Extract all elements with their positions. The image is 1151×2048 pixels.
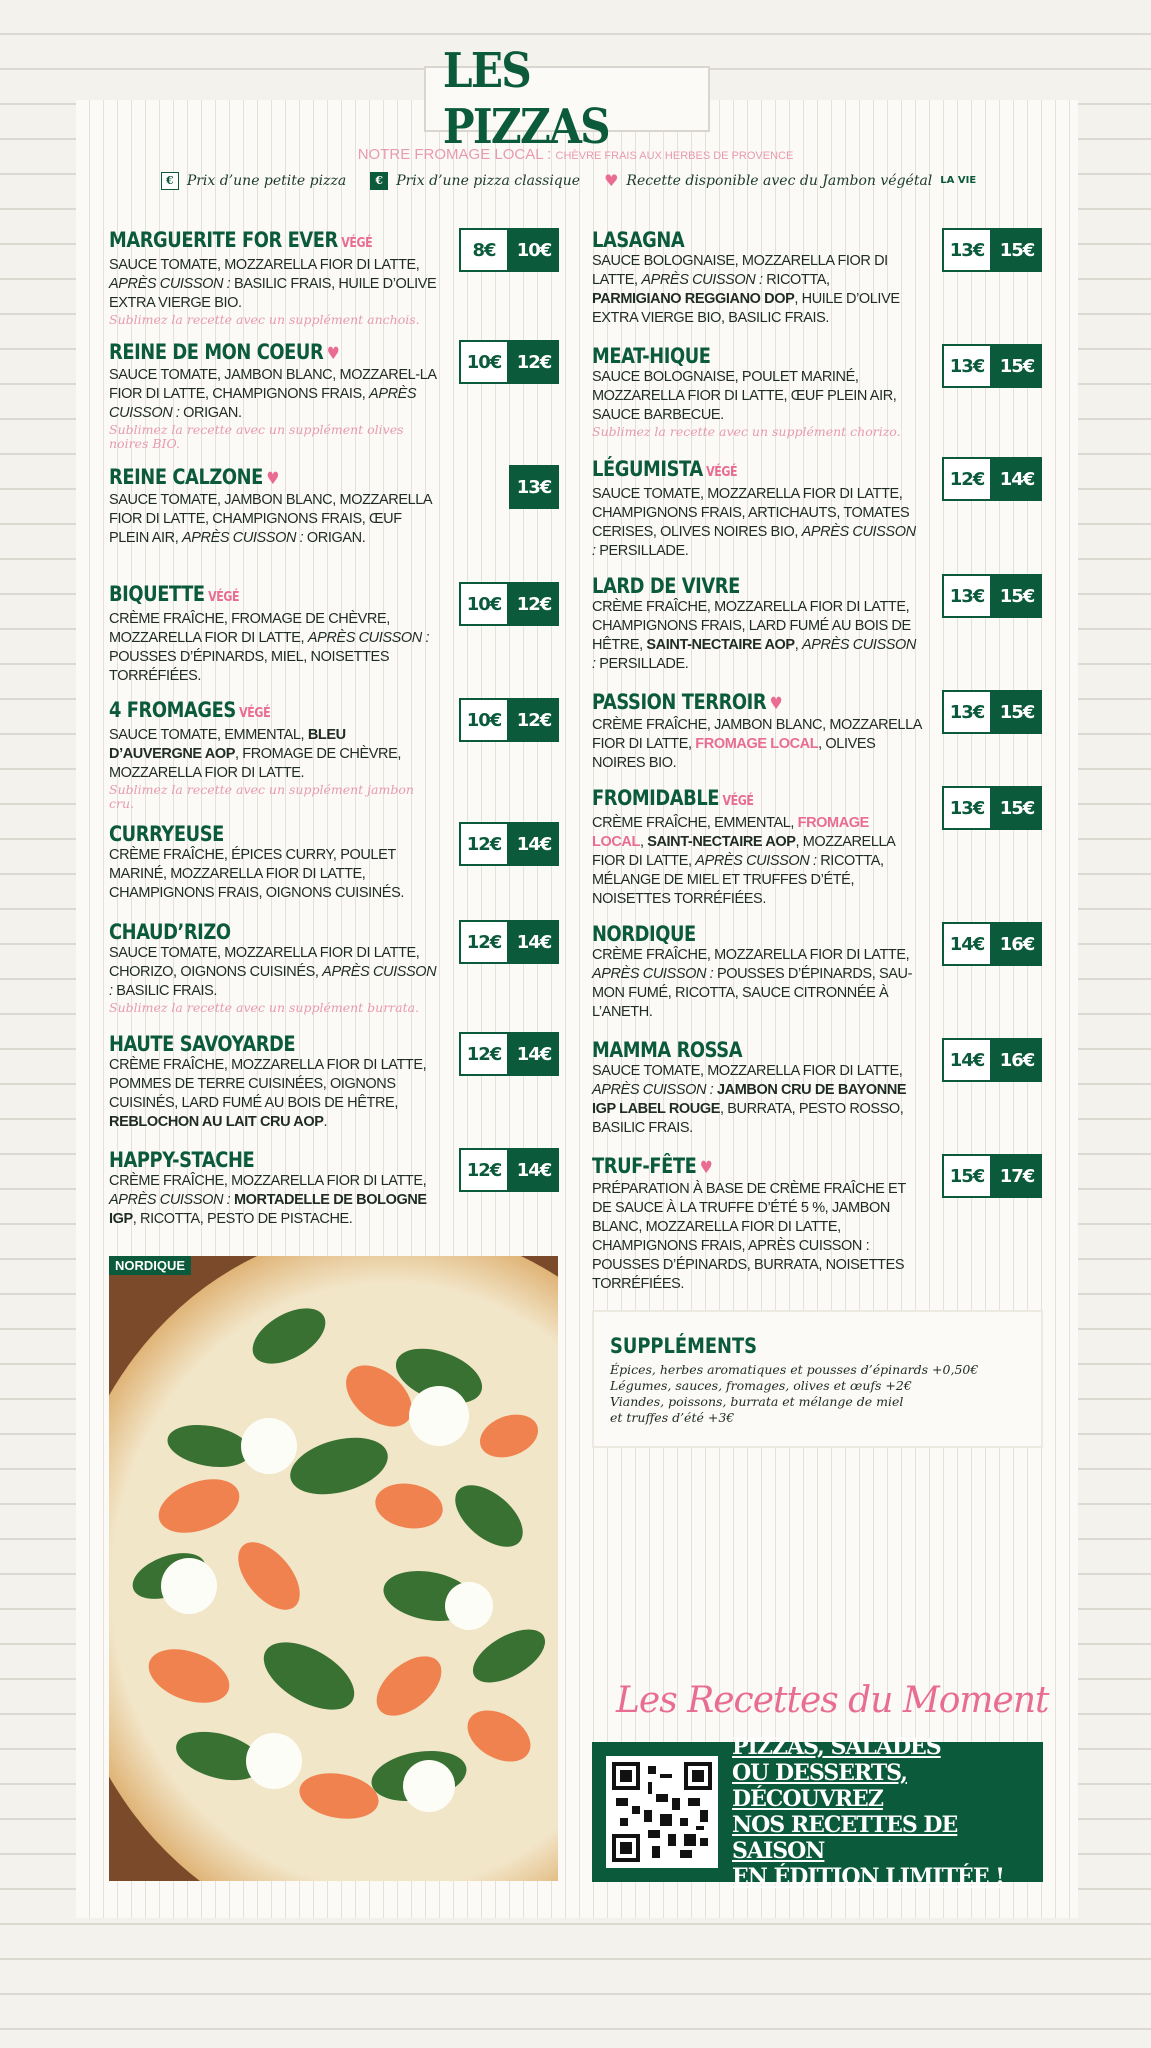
classic-price: 12€ <box>509 698 559 742</box>
pizza-item <box>592 228 1042 328</box>
vege-badge: VÉGÉ <box>341 236 373 251</box>
small-price: 13€ <box>942 690 992 734</box>
vege-badge: VÉGÉ <box>706 465 738 480</box>
pizza-item <box>592 457 1042 561</box>
pizza-description: SAUCE BOLOGNAISE, MOZZARELLA FIOR DI LATTE, APRÈS CUISSON : RICOTTA, PARMIGIANO REGGIANO DOP, HUILE D’OLIVE EXTRA VIERGE BIO, BASILIC FRAIS. <box>592 253 900 326</box>
small-price: 14€ <box>942 922 992 966</box>
price-group <box>459 822 559 866</box>
page-title: LES PIZZAS <box>442 43 609 155</box>
pizza-name <box>592 786 975 814</box>
local-cheese-line <box>0 146 1151 163</box>
moment-title: Les Recettes du Moment <box>616 1680 1049 1721</box>
pizza-suggestion: Sublimez la recette avec un supplément jambon cru. <box>109 782 414 811</box>
pizza-name <box>109 698 492 726</box>
pizza-name-text: MARGUERITE FOR EVER <box>109 228 338 252</box>
classic-price-icon: € <box>370 172 388 190</box>
pizza-description: CRÈME FRAÎCHE, MOZZARELLA FIOR DI LATTE, APRÈS CUISSON : POUSSES D’ÉPINARDS, SAU-MON FUMÉ, RICOTTA, SAUCE CITRONNÉE À L’ANETH. <box>592 947 912 1020</box>
local-cheese-label: NOTRE FROMAGE LOCAL : <box>357 146 552 163</box>
pizza-name-text: CHAUD’RIZO <box>109 920 231 944</box>
small-price: 15€ <box>942 1154 992 1198</box>
pizza-item <box>592 690 1042 773</box>
pizza-name <box>109 1032 492 1056</box>
pizza-description: SAUCE TOMATE, JAMBON BLANC, MOZZAREL-LA FIOR DI LATTE, CHAMPIGNONS FRAIS, APRÈS CUISSON : ORIGAN. <box>109 367 436 421</box>
legend-veg <box>604 171 976 190</box>
classic-price: 15€ <box>992 786 1042 830</box>
qr-code-icon <box>612 1762 712 1862</box>
pizza-name-text: HAUTE SAVOYARDE <box>109 1032 296 1056</box>
price-group <box>459 582 559 626</box>
small-price: 13€ <box>942 344 992 388</box>
pizza-description: SAUCE TOMATE, MOZZARELLA FIOR DI LATTE, APRÈS CUISSON : JAMBON CRU DE BAYONNE IGP LABEL ROUGE, BURRATA, PESTO ROSSO, BASILIC FRAIS. <box>592 1063 907 1136</box>
supplements-box <box>592 1310 1043 1448</box>
small-price: 10€ <box>459 340 509 384</box>
small-price: 13€ <box>942 574 992 618</box>
pizza-name <box>109 920 492 944</box>
pizza-name <box>109 822 492 846</box>
small-price: 10€ <box>459 698 509 742</box>
pizza-description: CRÈME FRAÎCHE, MOZZARELLA FIOR DI LATTE, APRÈS CUISSON : MORTADELLE DE BOLOGNE IGP, RICOTTA, PESTO DE PISTACHE. <box>109 1173 427 1227</box>
local-cheese-value: CHÈVRE FRAIS AUX HERBES DE PROVENCE <box>555 150 794 162</box>
pizza-name-text: TRUF-FÊTE <box>592 1154 697 1178</box>
pizza-name <box>109 1148 492 1172</box>
pizza-item <box>592 1038 1042 1138</box>
small-price: 12€ <box>459 822 509 866</box>
price-group <box>942 574 1042 618</box>
classic-price: 16€ <box>992 1038 1042 1082</box>
price-group <box>509 465 559 509</box>
pizza-description: SAUCE BOLOGNAISE, POULET MARINÉ, MOZZARELLA FIOR DI LATTE, ŒUF PLEIN AIR, SAUCE BARBECUE. <box>592 369 897 423</box>
classic-price: 15€ <box>992 574 1042 618</box>
price-group <box>942 922 1042 966</box>
moment-line: NOS RECETTES DE SAISON <box>732 1812 958 1864</box>
small-price: 8€ <box>459 228 509 272</box>
classic-price: 15€ <box>992 228 1042 272</box>
photo-label: NORDIQUE <box>109 1256 191 1275</box>
vege-badge: VÉGÉ <box>239 706 271 721</box>
pizza-item <box>109 920 559 1015</box>
pizza-item <box>109 698 559 811</box>
pizza-name-text: REINE DE MON COEUR <box>109 340 324 364</box>
pizza-name-text: 4 FROMAGES <box>109 698 236 722</box>
legend-classic <box>370 172 580 190</box>
pizza-suggestion: Sublimez la recette avec un supplément chorizo. <box>592 424 901 439</box>
pizza-description: SAUCE TOMATE, MOZZARELLA FIOR DI LATTE, CHAMPIGNONS FRAIS, ARTICHAUTS, TOMATES CERISES, OLIVES NOIRES BIO, APRÈS CUISSON : PERSILLADE. <box>592 486 916 559</box>
price-legend <box>0 171 1151 190</box>
price-group <box>459 1148 559 1192</box>
pizza-name-text: LASAGNA <box>592 228 685 252</box>
pizza-name <box>592 922 975 946</box>
pizza-name-text: CURRYEUSE <box>109 822 224 846</box>
pizza-name-text: LÉGUMISTA <box>592 457 703 481</box>
pizza-item <box>592 344 1042 439</box>
small-price: 14€ <box>942 1038 992 1082</box>
small-price: 12€ <box>942 457 992 501</box>
pizza-suggestion: Sublimez la recette avec un supplément olives noires BIO. <box>109 422 404 451</box>
pizza-item <box>109 1148 559 1229</box>
pizza-name <box>592 1038 975 1062</box>
pizza-description: CRÈME FRAÎCHE, ÉPICES CURRY, POULET MARINÉ, MOZZARELLA FIOR DI LATTE, CHAMPIGNONS FRAIS, OIGNONS CUISINÉS. <box>109 847 404 901</box>
pizza-name <box>109 582 492 610</box>
pizza-item <box>109 228 559 327</box>
classic-price: 15€ <box>992 344 1042 388</box>
pizza-name <box>592 344 975 368</box>
pizza-name <box>109 228 492 256</box>
pizza-name <box>592 690 975 716</box>
pizza-name <box>592 1154 975 1180</box>
pizza-name <box>592 574 975 598</box>
pizza-item <box>109 1032 559 1132</box>
price-group <box>942 786 1042 830</box>
pizza-item <box>592 786 1042 909</box>
pizza-suggestion: Sublimez la recette avec un supplément anchois. <box>109 312 420 327</box>
classic-price: 14€ <box>509 822 559 866</box>
price-group <box>942 1038 1042 1082</box>
classic-price: 13€ <box>509 465 559 509</box>
pizza-item <box>592 1154 1042 1294</box>
price-group <box>459 340 559 384</box>
legend-veg-text: Recette disponible avec du Jambon végétal <box>626 172 933 189</box>
classic-price: 17€ <box>992 1154 1042 1198</box>
classic-price: 12€ <box>509 340 559 384</box>
heart-icon: ♥ <box>699 1158 713 1178</box>
pizza-description: CRÈME FRAÎCHE, EMMENTAL, FROMAGE LOCAL, SAINT-NECTAIRE AOP, MOZZARELLA FIOR DI LATTE, APRÈS CUISSON : RICOTTA, MÉLANGE DE MIEL ET TRUFFES D’ÉTÉ, NOISETTES TORRÉFIÉES. <box>592 815 895 907</box>
classic-price: 15€ <box>992 690 1042 734</box>
legend-small <box>161 172 346 190</box>
pizza-name <box>109 465 492 491</box>
pizza-description: SAUCE TOMATE, EMMENTAL, BLEU D’AUVERGNE AOP, FROMAGE DE CHÈVRE, MOZZARELLA FIOR DI LATTE. <box>109 727 402 781</box>
small-price-icon: € <box>161 172 179 190</box>
pizza-item <box>592 922 1042 1022</box>
pizza-item <box>592 574 1042 674</box>
pizza-description: SAUCE TOMATE, JAMBON BLANC, MOZZARELLA FIOR DI LATTE, CHAMPIGNONS FRAIS, ŒUF PLEIN AIR, APRÈS CUISSON : ORIGAN. <box>109 492 432 546</box>
pizza-description: CRÈME FRAÎCHE, JAMBON BLANC, MOZZARELLA FIOR DI LATTE, FROMAGE LOCAL, OLIVES NOIRES BIO. <box>592 717 922 771</box>
vege-badge: VÉGÉ <box>722 794 754 809</box>
price-group <box>942 457 1042 501</box>
heart-icon: ♥ <box>266 469 279 489</box>
pizza-name <box>592 457 975 485</box>
classic-price: 16€ <box>992 922 1042 966</box>
pizza-item <box>109 582 559 686</box>
small-price: 13€ <box>942 786 992 830</box>
pizza-name <box>592 228 975 252</box>
small-price: 13€ <box>942 228 992 272</box>
pizza-description: CRÈME FRAÎCHE, MOZZARELLA FIOR DI LATTE, CHAMPIGNONS FRAIS, LARD FUMÉ AU BOIS DE HÊTRE, SAINT-NECTAIRE AOP, APRÈS CUISSON : PERSILLADE. <box>592 599 917 672</box>
pizza-name-text: MAMMA ROSSA <box>592 1038 743 1062</box>
vege-badge: VÉGÉ <box>208 590 240 605</box>
pizza-name-text: PASSION TERROIR <box>592 690 767 714</box>
heart-icon: ♥ <box>604 171 619 190</box>
classic-price: 14€ <box>509 1148 559 1192</box>
pizza-description: SAUCE TOMATE, MOZZARELLA FIOR DI LATTE, APRÈS CUISSON : BASILIC FRAIS, HUILE D’OLIVE EXTRA VIERGE BIO. <box>109 257 437 311</box>
price-group <box>942 344 1042 388</box>
price-group <box>942 690 1042 734</box>
supplement-line: Épices, herbes aromatiques et pousses d’épinards +0,50€ <box>610 1362 979 1377</box>
classic-price: 14€ <box>509 1032 559 1076</box>
pizza-name-text: FROMIDABLE <box>592 786 720 810</box>
price-group <box>942 1154 1042 1198</box>
heart-icon: ♥ <box>769 694 783 714</box>
small-price: 10€ <box>459 582 509 626</box>
small-price: 12€ <box>459 1032 509 1076</box>
legend-classic-text: Prix d’une pizza classique <box>396 172 581 189</box>
title-box <box>424 43 710 155</box>
legend-small-text: Prix d’une petite pizza <box>186 172 347 189</box>
supplements-title: SUPPLÉMENTS <box>610 1334 758 1358</box>
pizza-item <box>109 465 559 548</box>
pizza-name <box>109 340 492 366</box>
classic-price: 10€ <box>509 228 559 272</box>
pizza-name-text: NORDIQUE <box>592 922 696 946</box>
moment-line: OU DESSERTS, DÉCOUVREZ <box>732 1760 907 1812</box>
pizza-name-text: REINE CALZONE <box>109 465 263 489</box>
moment-line: EN ÉDITION LIMITÉE ! <box>732 1864 1004 1890</box>
pizza-item <box>109 340 559 451</box>
pizza-description: CRÈME FRAÎCHE, FROMAGE DE CHÈVRE, MOZZARELLA FIOR DI LATTE, APRÈS CUISSON : POUSSES D’ÉPINARDS, MIEL, NOISETTES TORRÉFIÉES. <box>109 611 430 684</box>
la-vie-logo: LA VIE <box>940 175 977 186</box>
supplement-line: Viandes, poissons, burrata et mélange de miel <box>610 1394 904 1409</box>
supplement-line: et truffes d’été +3€ <box>610 1410 735 1425</box>
price-group <box>459 920 559 964</box>
pizza-suggestion: Sublimez la recette avec un supplément burrata. <box>109 1000 420 1015</box>
pizza-description: PRÉPARATION À BASE DE CRÈME FRAÎCHE ET DE SAUCE À LA TRUFFE D’ÉTÉ 5 %, JAMBON BLANC, MOZZARELLA FIOR DI LATTE, CHAMPIGNONS FRAIS, APRÈS CUISSON : POUSSES D’ÉPINARDS, BURRATA, NOISETTES TORRÉFIÉES. <box>592 1181 906 1292</box>
price-group <box>459 698 559 742</box>
price-group <box>459 228 559 272</box>
moment-box <box>592 1734 1043 1890</box>
pizza-photo <box>109 1256 558 1881</box>
pizza-description: SAUCE TOMATE, MOZZARELLA FIOR DI LATTE, CHORIZO, OIGNONS CUISINÉS, APRÈS CUISSON : BASILIC FRAIS. <box>109 945 437 999</box>
supplement-line: Légumes, sauces, fromages, olives et œufs +2€ <box>610 1378 912 1393</box>
small-price: 12€ <box>459 920 509 964</box>
qr-code[interactable] <box>606 1756 718 1868</box>
classic-price: 12€ <box>509 582 559 626</box>
price-group <box>459 1032 559 1076</box>
pizza-description: CRÈME FRAÎCHE, MOZZARELLA FIOR DI LATTE, POMMES DE TERRE CUISINÉES, OIGNONS CUISINÉS, LARD FUMÉ AU BOIS DE HÊTRE, REBLOCHON AU LAIT CRU AOP. <box>109 1057 427 1130</box>
moment-line: PIZZAS, SALADES <box>732 1734 941 1760</box>
pizza-nordique-photo <box>109 1256 558 1881</box>
heart-icon: ♥ <box>326 344 340 364</box>
price-group <box>942 228 1042 272</box>
classic-price: 14€ <box>992 457 1042 501</box>
pizza-name-text: LARD DE VIVRE <box>592 574 740 598</box>
pizza-name-text: MEAT-HIQUE <box>592 344 711 368</box>
pizza-name-text: BIQUETTE <box>109 582 205 606</box>
pizza-item <box>109 822 559 903</box>
moment-text <box>732 1734 1029 1890</box>
small-price: 12€ <box>459 1148 509 1192</box>
classic-price: 14€ <box>509 920 559 964</box>
pizza-name-text: HAPPY-STACHE <box>109 1148 255 1172</box>
